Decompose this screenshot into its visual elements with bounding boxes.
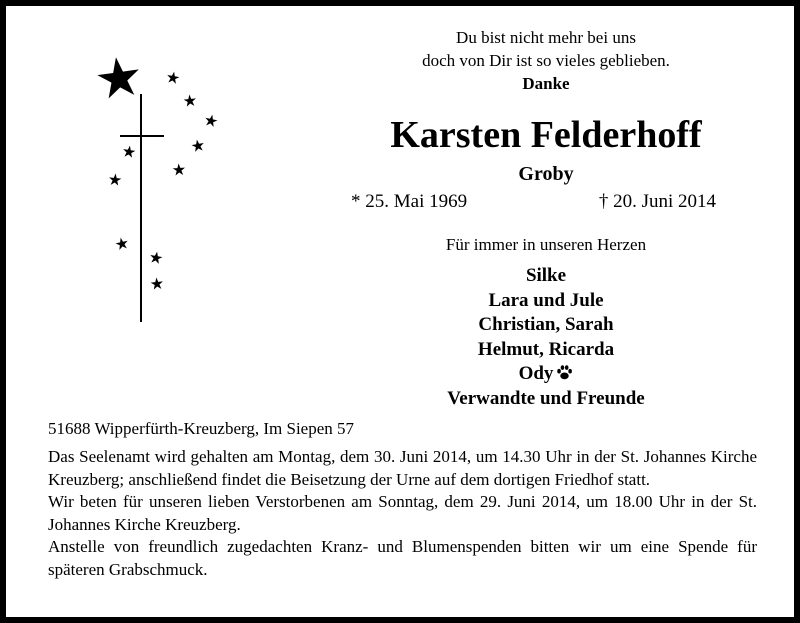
birth-date: * 25. Mai 1969 [351, 191, 468, 212]
paw-print-icon [556, 364, 573, 381]
deceased-nickname: Groby [518, 163, 574, 185]
mourner: Silke [525, 265, 567, 286]
star-icon [150, 277, 164, 290]
service-paragraph: Das Seelenamt wird gehalten am Montag, dem 30. Juni 2014, um 14.30 Uhr in der St. Johannes Kirche Kreuzberg; anschließend findet die Beisetzung der Urne auf dem dortigen Friedhof statt. [48, 447, 757, 489]
star-icon [95, 54, 142, 99]
star-icon [172, 163, 185, 176]
star-icon [183, 94, 197, 107]
star-icon [166, 71, 180, 85]
mourner: Lara und Jule [488, 289, 604, 311]
service-paragraph: Wir beten für unseren lieben Verstorbenen am Sonntag, dem 29. Juni 2014, um 18.00 Uhr in der St. Johannes Kirche Kreuzberg. [48, 492, 757, 534]
star-icon [204, 113, 219, 127]
cross-icon [120, 94, 164, 322]
service-information [48, 446, 757, 581]
cross-with-stars-emblem [6, 6, 326, 336]
star-icon [149, 251, 163, 265]
mourner: Helmut, Ricarda [477, 338, 615, 360]
poem-line: Du bist nicht mehr bei uns [456, 28, 636, 47]
death-date: † 20. Juni 2014 [598, 191, 716, 212]
star-icon [115, 236, 130, 250]
mourner: Verwandte und Freunde [447, 387, 645, 409]
motto: Für immer in unseren Herzen [445, 235, 647, 254]
mourners-list [326, 264, 766, 411]
mourner: Christian, Sarah [478, 314, 614, 335]
address: 51688 Wipperfürth-Kreuzberg, Im Siepen 57 [48, 419, 355, 438]
deceased-name: Karsten Felderhoff [390, 114, 702, 156]
mourner-pet-name: Ody [518, 363, 554, 384]
poem-thanks: Danke [522, 74, 570, 93]
star-icon [108, 173, 122, 186]
poem [356, 26, 736, 95]
star-icon [122, 145, 136, 158]
poem-line: doch von Dir ist so vieles geblieben. [422, 51, 670, 70]
service-paragraph: Anstelle von freundlich zugedachten Kranz- und Blumenspenden bitten wir um eine Spende für späteren Grabschmuck. [48, 537, 757, 579]
star-icon [191, 139, 205, 153]
mourner-pet [326, 362, 766, 387]
